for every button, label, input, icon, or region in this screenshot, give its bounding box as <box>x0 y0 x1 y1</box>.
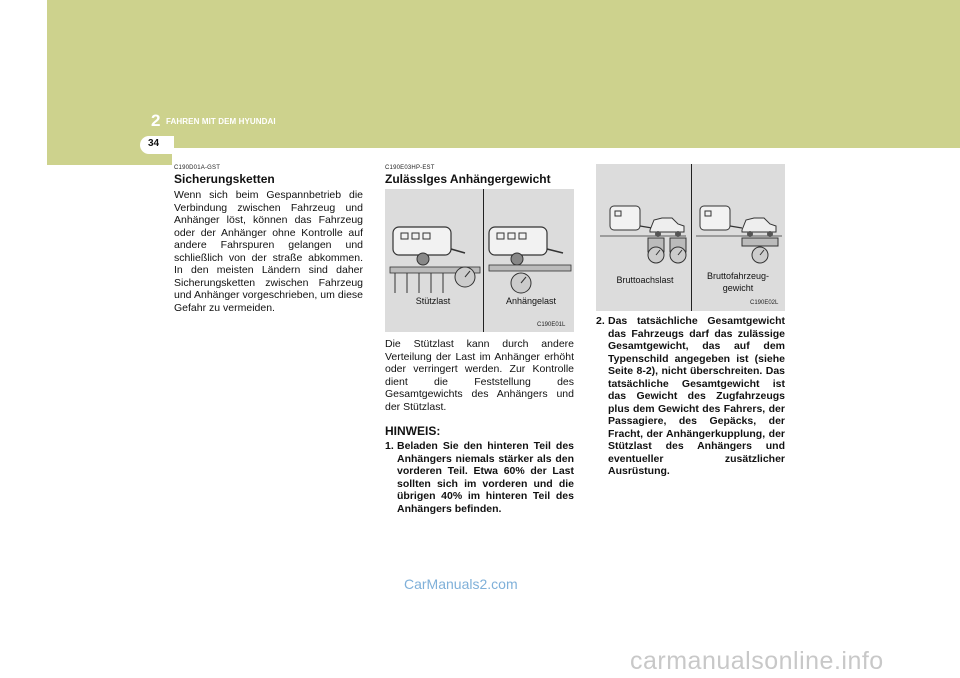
gross-vehicle-label-line1: Bruttofahrzeug- <box>706 271 770 281</box>
figure-code: C190E02L <box>750 300 779 306</box>
list-item-number: 2. <box>596 315 605 327</box>
section-code: C190D01A-GST <box>174 165 221 171</box>
gross-weight-figure <box>596 164 785 311</box>
note-item-number: 1. <box>385 440 394 452</box>
note-item <box>385 440 574 515</box>
site-watermark: CarManuals2.com <box>404 576 518 592</box>
tongue-load-label: Stützlast <box>415 296 451 306</box>
section-trailer-weight <box>385 165 574 186</box>
section-heading: Zulässlges Anhängergewicht <box>385 172 551 186</box>
section-heading: Sicherungsketten <box>174 172 275 186</box>
gross-vehicle-label-line2: gewicht <box>722 283 754 293</box>
figure-code: C190E01L <box>537 322 566 328</box>
section-trailer-weight-body <box>385 338 574 515</box>
page-number: 34 <box>148 138 160 149</box>
gross-axle-label: Bruttoachslast <box>616 275 674 285</box>
section-body: Die Stützlast kann durch andere Verteilung der Last im Anhänger erhöht oder verringert werden. Zur Kontrolle dient die Feststellung des Gesamtgewichts des Anhängers und der Stützlast. <box>385 338 574 413</box>
tongue-load-illustration <box>385 189 574 332</box>
list-item-text: Das tatsächliche Gesamtgewicht das Fahrzeugs darf das zulässige Gesamtgewicht, das auf dem Typenschild angegeben ist (siehe Seite 8-2), nicht überschreiten. Das tatsächliche Gesamtgewicht ist das Gewicht des Zugfahrzeugs plus dem Gewicht des Fahrers, der Passagiere, des Gepäcks, der Fracht, der Anhängerkupplung, der Stützlast des Anhängers und eventueller zusätzlicher Ausrüstung. <box>608 315 785 477</box>
list-item <box>596 315 785 478</box>
chapter-title: FAHREN MIT DEM HYUNDAI <box>166 117 276 126</box>
tongue-load-figure <box>385 189 574 332</box>
chapter-number: 2 <box>151 111 161 130</box>
section-safety-chains <box>174 165 363 314</box>
section-code: C190E03HP-EST <box>385 165 435 171</box>
section-body: Wenn sich beim Gespannbetrieb die Verbindung zwischen Fahrzeug und Anhänger löst, können das Fahrzeug oder der Anhänger ohne Kontrolle auf andere Fahrspuren gelangen und schließlich von der straße abkommen. In den meisten Ländern sind daher Sicherungsketten zwischen Fahrzeug und Anhänger vorgeschrieben, um diese Gefahr zu vermeiden. <box>174 189 363 314</box>
note-item-text: Beladen Sie den hinteren Teil des Anhängers niemals stärker als den vorderen Teil. Etwa 60% der Last sollten sich im vorderen und die übrigen 40% im hinteren Teil des Anhängers befinden. <box>397 440 574 515</box>
footer-watermark: carmanualsonline.info <box>630 647 884 675</box>
section-gross-weight-body <box>596 315 785 478</box>
note-heading: HINWEIS: <box>385 424 441 438</box>
trailer-load-label: Anhängelast <box>505 296 557 306</box>
